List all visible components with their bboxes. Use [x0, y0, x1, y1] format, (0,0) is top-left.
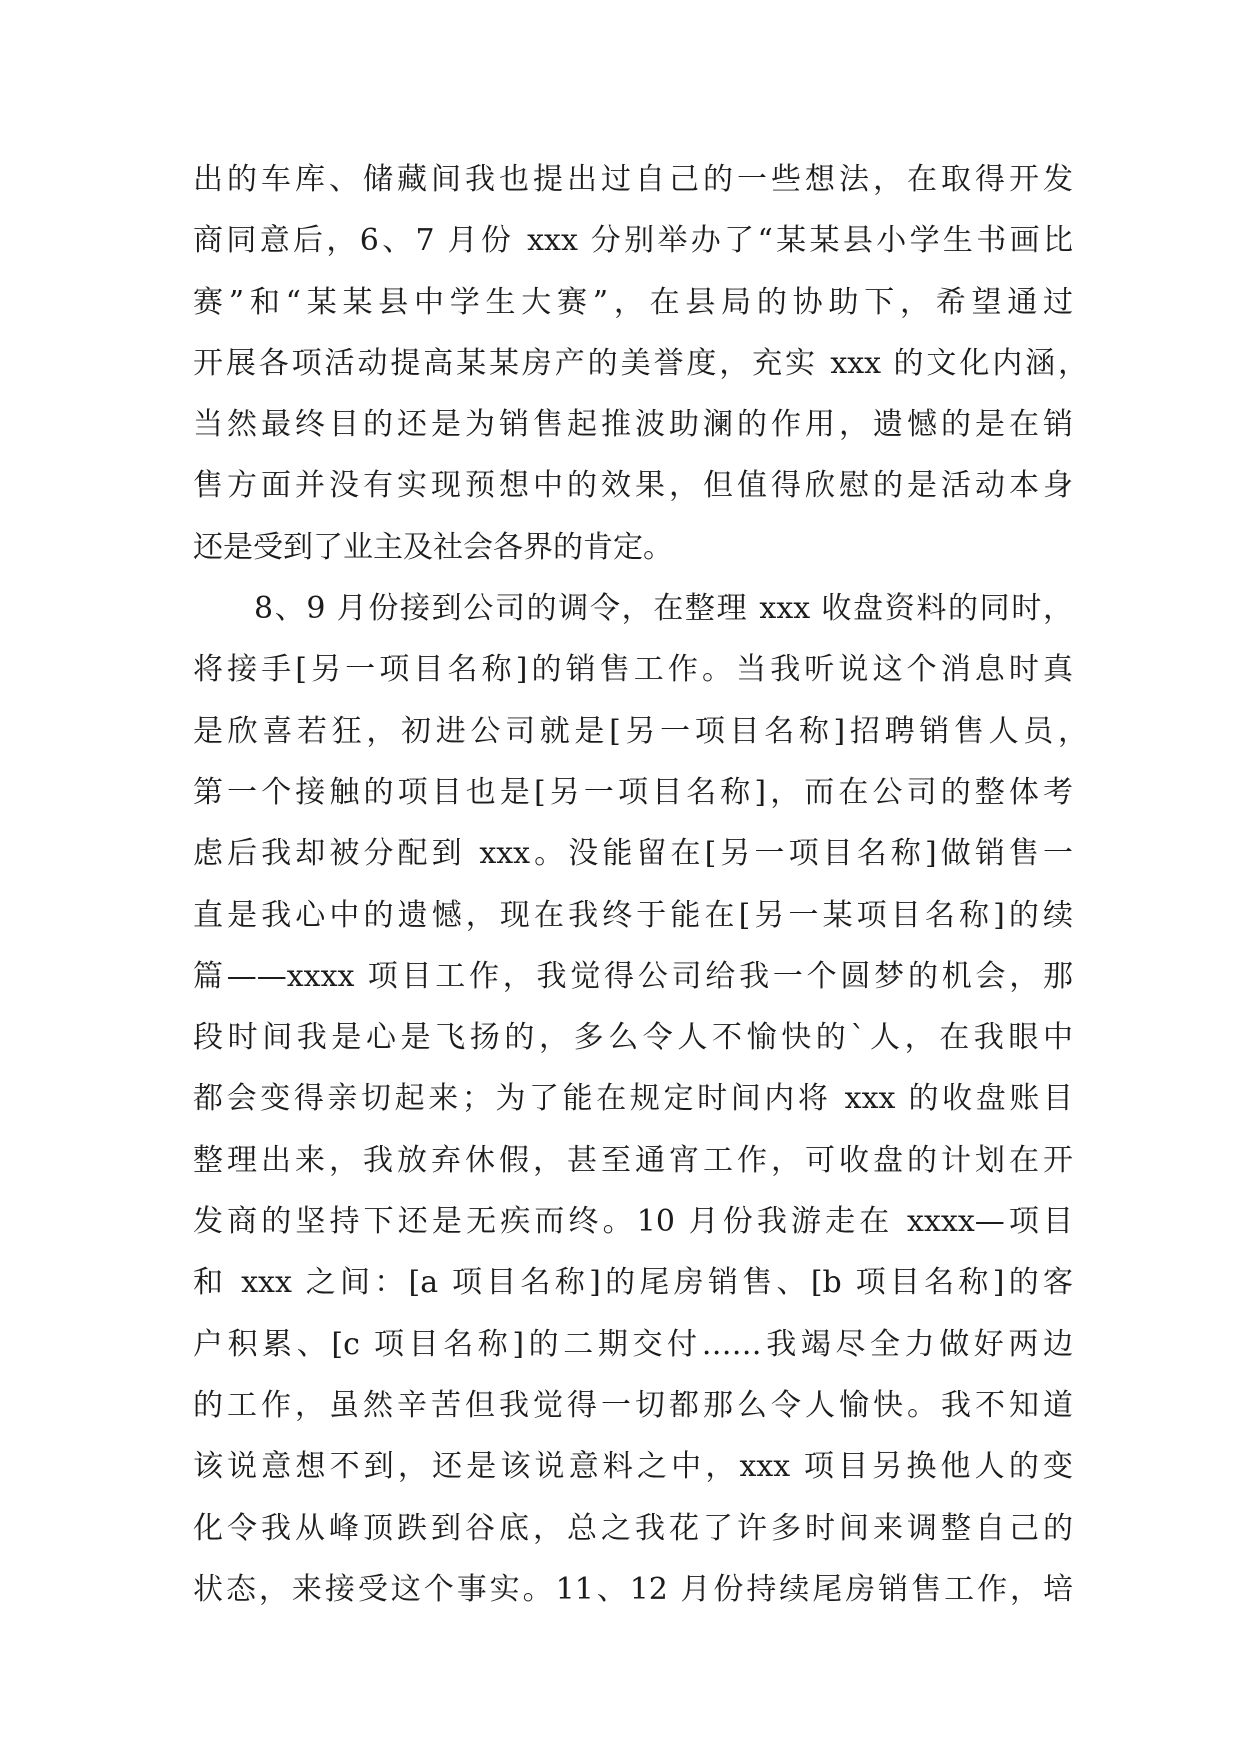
text-line: 出的车库、储藏间我也提出过自己的一些想法，在取得开发 — [193, 162, 1073, 197]
text-line: 段时间我是心是飞扬的，多么令人不愉快的`人，在我眼中 — [193, 1020, 1073, 1056]
text-line: 开展各项活动提高某某房产的美誉度，充实 xxx 的文化内涵， — [193, 345, 1088, 381]
text-line: 的工作，虽然辛苦但我觉得一切都那么令人愉快。我不知道 — [193, 1387, 1073, 1423]
text-line: 商同意后，6、7 月份 xxx 分别举办了“某某县小学生书画比 — [193, 223, 1073, 259]
text-line: 售方面并没有实现预想中的效果，但值得欣慰的是活动本身 — [193, 468, 1073, 504]
text-line: 是欣喜若狂，初进公司就是[另一项目名称]招聘销售人员， — [193, 713, 1088, 749]
text-line: 化令我从峰顶跌到谷底，总之我花了许多时间来调整自己的 — [193, 1510, 1073, 1546]
text-line: 状态，来接受这个事实。11、12 月份持续尾房销售工作，培 — [193, 1571, 1073, 1607]
text-line: 该说意想不到，还是该说意料之中，xxx 项目另换他人的变 — [193, 1449, 1073, 1485]
text-line: 将接手[另一项目名称]的销售工作。当我听说这个消息时真 — [193, 652, 1073, 688]
text-line: 篇——xxxx 项目工作，我觉得公司给我一个圆梦的机会，那 — [193, 958, 1073, 994]
text-line: 和 xxx 之间：[a 项目名称]的尾房销售、[b 项目名称]的客 — [193, 1265, 1073, 1301]
text-line: 还是受到了业主及社会各界的肯定。 — [193, 529, 673, 565]
text-line: 整理出来，我放弃休假，甚至通宵工作，可收盘的计划在开 — [193, 1142, 1073, 1178]
text-line: 发商的坚持下还是无疾而终。10 月份我游走在 xxxx—项目 — [193, 1204, 1073, 1240]
text-line: 虑后我却被分配到 xxx。没能留在[另一项目名称]做销售一 — [193, 836, 1073, 872]
text-line: 直是我心中的遗憾，现在我终于能在[另一某项目名称]的续 — [193, 897, 1073, 933]
text-line: 第一个接触的项目也是[另一项目名称]，而在公司的整体考 — [193, 774, 1073, 810]
text-line: 赛”和“某某县中学生大赛”，在县局的协助下，希望通过 — [193, 284, 1073, 320]
text-line: 都会变得亲切起来；为了能在规定时间内将 xxx 的收盘账目 — [193, 1081, 1073, 1117]
paragraph-first-line: 8、9 月份接到公司的调令，在整理 xxx 收盘资料的同时， — [254, 591, 1073, 627]
text-line: 当然最终目的还是为销售起推波助澜的作用，遗憾的是在销 — [193, 407, 1073, 443]
text-line: 户积累、[c 项目名称]的二期交付……我竭尽全力做好两边 — [193, 1326, 1073, 1362]
body-text — [193, 162, 1088, 1633]
